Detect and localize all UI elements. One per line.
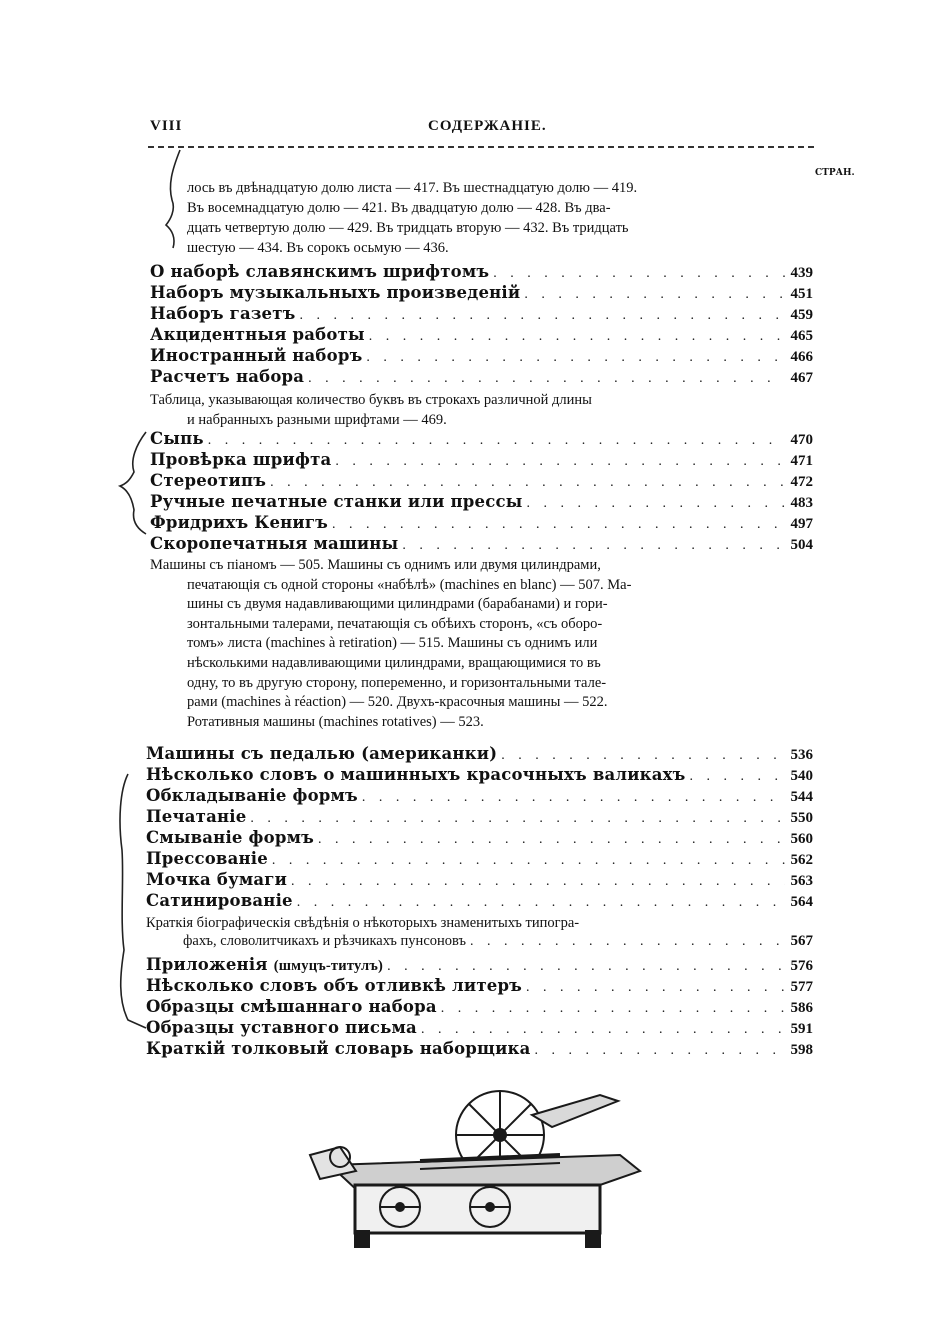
toc-entry-page: 586 (790, 1000, 813, 1016)
toc-entry-title: Стереотипъ (150, 471, 267, 490)
machines-line: шины съ двумя надавливающими цилиндрами (барабанами) и гори- (187, 596, 608, 613)
toc-entry-title: Фридрихъ Кенигъ (150, 513, 329, 532)
toc-entry-page: 467 (790, 370, 813, 386)
toc-entry-page: 497 (790, 516, 813, 532)
pencil-bracket-middle (120, 432, 146, 534)
toc-entry-page: 550 (790, 810, 813, 826)
toc-entry-title: Обкладываніе формъ (146, 786, 358, 805)
toc-entry-title: Сыпь (150, 429, 204, 448)
press-feed-board (532, 1095, 618, 1127)
machines-line: Ротативныя машины (machines rotatives) — 523. (187, 713, 484, 730)
machines-line: нѣсколькими надавливающими цилиндрами, вращающимися то въ (187, 654, 601, 671)
toc-entry-title: Скоропечатныя машины (150, 534, 399, 553)
toc-entry-page: 459 (790, 307, 813, 323)
toc-entry-page: 439 (790, 265, 813, 281)
machines-line: томъ» листа (machines à retiration) — 515. Машины съ однимъ или (187, 635, 598, 652)
toc-entry-title: Акцидентныя работы (150, 325, 365, 344)
printing-press-engraving (300, 1075, 652, 1251)
toc-entry-page: 563 (790, 873, 813, 889)
toc-entry-title: Расчетъ набора (150, 367, 305, 386)
toc-entry-title: Сатинированіе (146, 891, 293, 910)
toc-entry-page: 544 (790, 789, 813, 805)
toc-entry-title: Образцы смѣшаннаго набора (146, 997, 437, 1016)
pencil-bracket-top (166, 150, 180, 248)
intro-line: Въ восемнадцатую долю — 421. Въ двадцатую долю — 428. Въ два- (187, 200, 611, 216)
running-title: СОДЕРЖАНІЕ. (428, 118, 547, 134)
toc-entry-page: 451 (790, 286, 813, 302)
intro-line: лось въ двѣнадцатую долю листа — 417. Въ шестнадцатую долю — 419. (187, 180, 638, 196)
machines-line: рами (machines à réaction) — 520. Двухъ-красочныя машины — 522. (187, 694, 608, 711)
toc-entry-title: Краткій толковый словарь наборщика (146, 1039, 531, 1058)
toc-entry-page: 577 (790, 979, 813, 995)
toc-entry-page: 465 (790, 328, 813, 344)
toc-entry-title: Печатаніе (146, 807, 247, 826)
toc-entry-page: 567 (790, 933, 813, 949)
intro-line: шестую — 434. Въ сорокъ осьмую — 436. (187, 240, 449, 256)
toc-entry-page: 576 (790, 958, 813, 974)
machines-line: одну, то въ другую сторону, попеременно, и горизонтальными тале- (187, 674, 607, 691)
toc-entry-page: 483 (790, 495, 813, 511)
toc-entry-title: Наборъ музыкальныхъ произведеній (150, 283, 521, 302)
toc-entry-title: Смываніе формъ (146, 828, 314, 847)
toc-entry-title: Прессованіе (146, 849, 268, 868)
pencil-bracket-bottom (120, 774, 146, 1028)
toc-entry-title: Нѣсколько словъ объ отливкѣ литеръ (146, 976, 523, 995)
machines-line: Машины съ піаномъ — 505. Машины съ однимъ или двумя цилиндрами, (150, 557, 601, 573)
toc-entry-page: 598 (790, 1042, 813, 1058)
toc-entry-title: Ручные печатные станки или прессы (150, 492, 523, 511)
toc-entry-page: 472 (790, 474, 813, 490)
toc-entry-page: 540 (790, 768, 813, 784)
toc-entry-subtitle: (шмуцъ-титулъ) (273, 958, 384, 974)
intro-line: дцать четвертую долю — 429. Въ тридцать вторую — 432. Въ тридцать (187, 220, 629, 236)
toc-entry-title: Провѣрка шрифта (150, 450, 332, 469)
toc-entry-page: 591 (790, 1021, 813, 1037)
toc-entry-page: 470 (790, 432, 813, 448)
toc-entry-title: Машины съ педалью (американки) (146, 744, 498, 763)
toc-entry-title: фахъ, словолитчикахъ и рѣзчикахъ пунсоновъ (183, 933, 466, 949)
column-label: СТРАН. (815, 168, 855, 178)
toc-entry-page: 564 (790, 894, 813, 910)
note-line: и набранныхъ разными шрифтами — 469. (187, 412, 447, 428)
machines-line: зонтальными талерами, печатающія съ обѣихъ сторонъ, «съ оборо- (187, 615, 603, 632)
toc-entry-page: 536 (790, 747, 813, 763)
toc-entry-page: 466 (790, 349, 813, 365)
toc-entry-page: 562 (790, 852, 813, 868)
toc-entry-title: Мочка бумаги (146, 870, 288, 889)
toc-entry-title: Приложенія (146, 955, 268, 974)
toc-entry-title: Образцы уставного письма (146, 1018, 417, 1037)
toc-entry-page: 471 (790, 453, 813, 469)
toc-entry-title: О наборѣ славянскимъ шрифтомъ (150, 262, 490, 281)
toc-entry-title: Наборъ газетъ (150, 304, 296, 323)
toc-entry-page: 504 (790, 537, 813, 553)
toc-entry-title: Нѣсколько словъ о машинныхъ красочныхъ валикахъ (146, 765, 686, 784)
machines-line: печатающія съ одной стороны «набѣлѣ» (machines en blanc) — 507. Ма- (187, 576, 632, 593)
bio-entry-line1: Краткія біографическія свѣдѣнія о нѣкоторыхъ знаменитыхъ типогра- (146, 915, 580, 931)
note-line: Таблица, указывающая количество буквъ въ строкахъ различной длины (150, 392, 592, 408)
page-number: VIII (150, 118, 183, 134)
toc-entry-title: Иностранный наборъ (150, 346, 363, 365)
toc-entry-page: 560 (790, 831, 813, 847)
